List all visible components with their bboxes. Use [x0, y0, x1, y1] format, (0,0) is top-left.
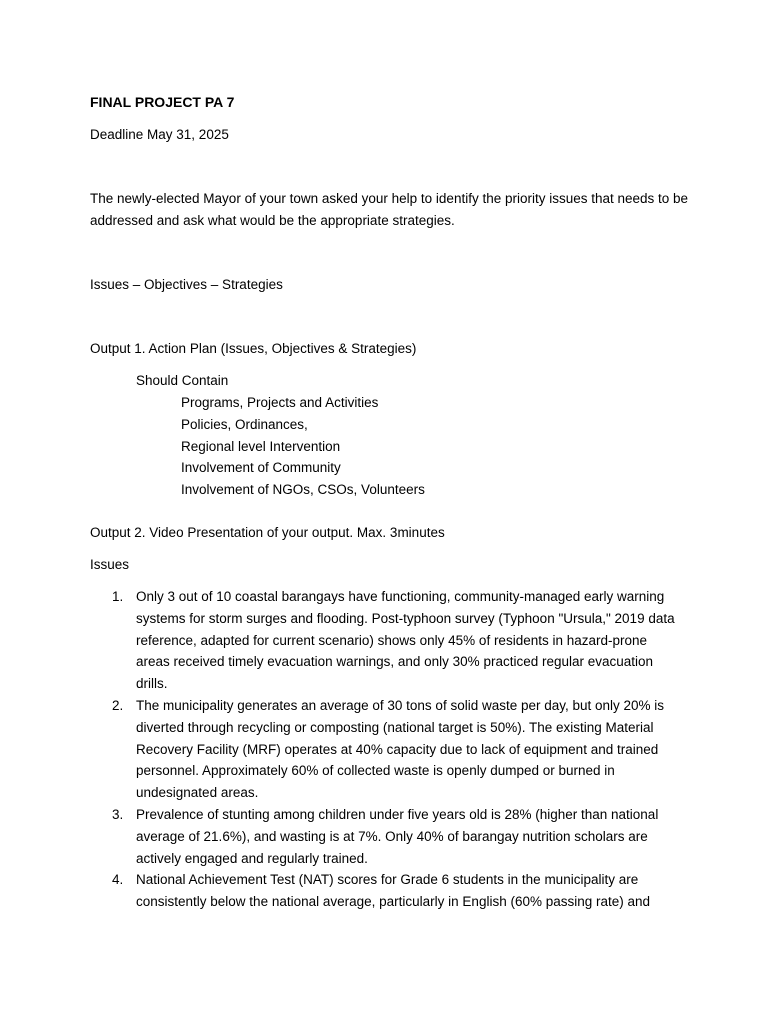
output1-heading: Output 1. Action Plan (Issues, Objectives & Strategies) [90, 341, 417, 356]
framework-text: Issues – Objectives – Strategies [90, 277, 283, 292]
list-item-number: 3. [112, 807, 124, 822]
list-item-number: 2. [112, 698, 124, 713]
list-item-number: 1. [112, 589, 124, 604]
intro-paragraph: The newly-elected Mayor of your town asked your help to identify the priority issues that needs to be addressed and ask what would be the appropriate strategies. [90, 191, 689, 228]
document-page [90, 0, 690, 1024]
output2-text: Output 2. Video Presentation of your output. Max. 3minutes [90, 525, 445, 540]
output1-item: Programs, Projects and Activities [181, 395, 379, 410]
output1-item: Regional level Intervention [181, 439, 341, 454]
list-item-number: 4. [112, 872, 124, 887]
output1-subheading: Should Contain [136, 373, 229, 388]
list-item-text: The municipality generates an average of 30 tons of solid waste per day, but only 20% is diverted through recycling or composting (national target is 50%). The existing Material Recovery Facility (MRF) operates at 40% capacity due to lack of equipment and trained personnel. Approximately 60% of collected waste is openly dumped or burned in undesignated areas. [136, 698, 665, 801]
list-item-text: Prevalence of stunting among children under five years old is 28% (higher than national average of 21.6%), and wasting is at 7%. Only 40% of barangay nutrition scholars are actively engaged and regularly trained. [136, 807, 659, 866]
document-title: FINAL PROJECT PA 7 [90, 94, 235, 110]
issues-heading: Issues [90, 557, 130, 572]
list-item-text: Only 3 out of 10 coastal barangays have functioning, community-managed early warning systems for storm surges and flooding. Post-typhoon survey (Typhoon "Ursula," 2019 data reference, adapted for current scenario) shows only 45% of residents in hazard-prone areas received timely evacuation warnings, and only 30% practiced regular evacuation drills. [136, 589, 675, 692]
list-item-text: National Achievement Test (NAT) scores for Grade 6 students in the municipality are consistently below the national average, particularly in English (60% passing rate) and [136, 872, 651, 909]
output1-item: Policies, Ordinances, [181, 417, 308, 432]
output1-item: Involvement of NGOs, CSOs, Volunteers [181, 482, 425, 497]
output1-item: Involvement of Community [181, 460, 341, 475]
deadline-text: Deadline May 31, 2025 [90, 127, 229, 142]
